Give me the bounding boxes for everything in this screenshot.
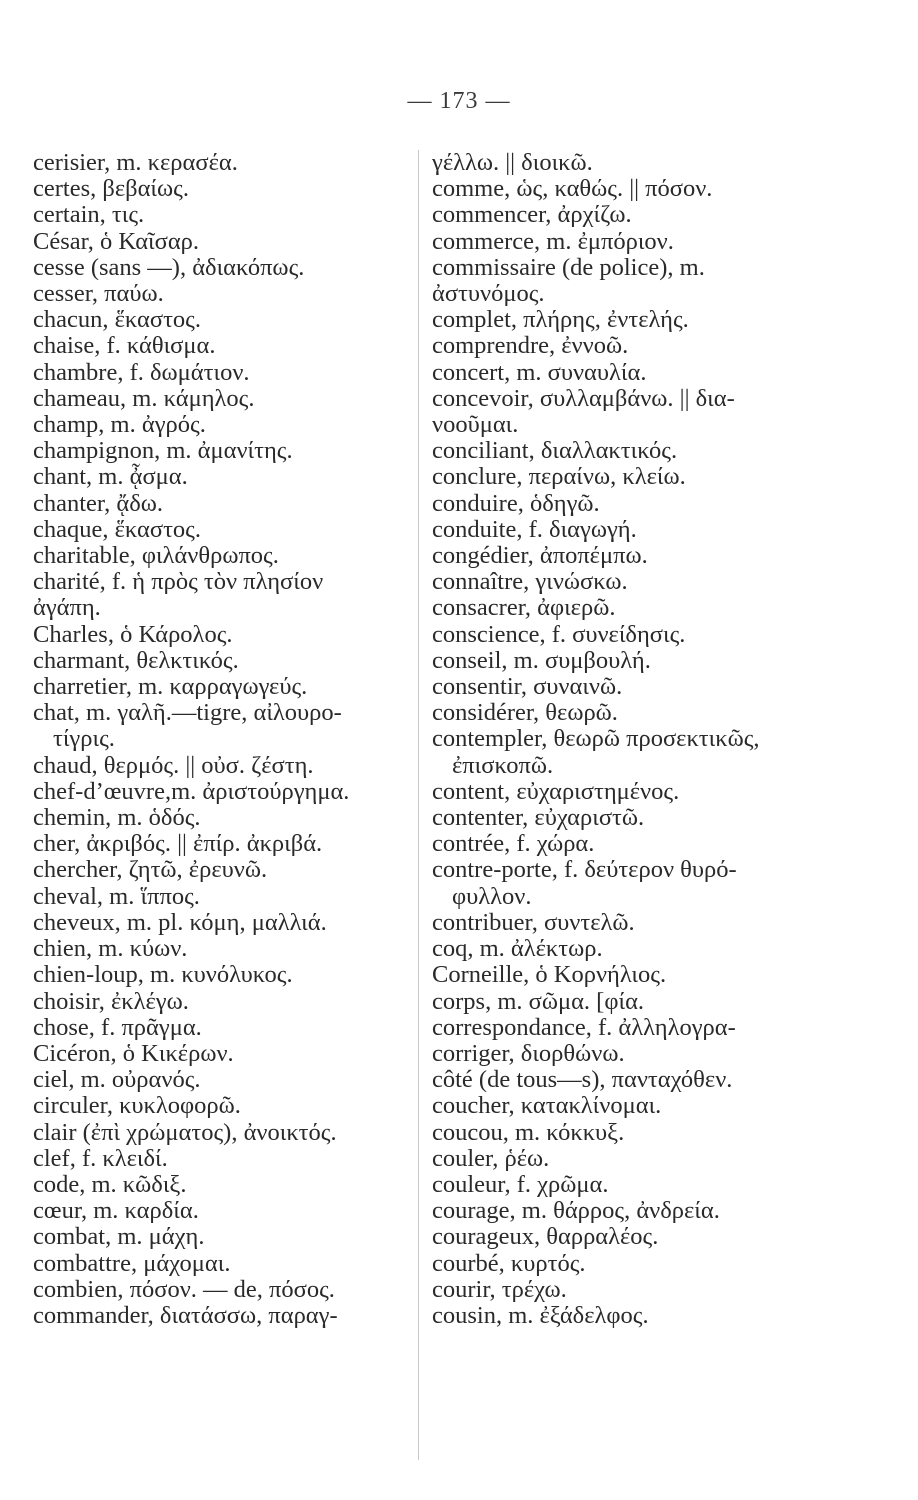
dictionary-entry: comme, ὡς, καθώς. || πόσον. <box>432 175 713 203</box>
dictionary-entry: contre-porte, f. δεύτερον θυρό- <box>432 856 737 884</box>
dictionary-entry: clair (ἐπὶ χρώματος), ἀνοικτός. <box>33 1118 337 1146</box>
dictionary-entry: chien, m. κύων. <box>33 935 188 963</box>
dictionary-entry: chaud, θερμός. || οὐσ. ζέστη. <box>33 751 314 779</box>
dictionary-entry: corps, m. σῶμα. [φία. <box>432 987 645 1015</box>
dictionary-entry: Corneille, ὁ Κορνήλιος. <box>432 961 667 989</box>
dictionary-entry: champignon, m. ἀμανίτης. <box>33 437 293 465</box>
dictionary-entry: combattre, μάχομαι. <box>33 1249 231 1277</box>
dictionary-entry: code, m. κῶδιξ. <box>33 1170 187 1198</box>
dictionary-entry: commencer, ἀρχίζω. <box>432 201 632 229</box>
dictionary-entry: content, εὐχαριστημένος. <box>432 777 680 805</box>
dictionary-entry: commissaire (de police), m. <box>432 253 705 281</box>
dictionary-column-left <box>33 150 408 1329</box>
dictionary-entry: Cicéron, ὁ Κικέρων. <box>33 1039 234 1067</box>
dictionary-entry: chant, m. ᾆσμα. <box>33 463 188 491</box>
dictionary-entry: certes, βεβαίως. <box>33 175 189 203</box>
dictionary-entry: coq, m. ἀλέκτωρ. <box>432 935 603 963</box>
dictionary-entry: conduire, ὁδηγῶ. <box>432 489 600 517</box>
dictionary-entry: cheval, m. ἵππος. <box>33 882 200 910</box>
dictionary-entry: circuler, κυκλοφορῶ. <box>33 1092 241 1120</box>
dictionary-entry: consentir, συναινῶ. <box>432 673 623 701</box>
dictionary-entry: César, ὁ Καῖσαρ. <box>33 227 200 255</box>
page-number: — 173 — <box>407 88 511 114</box>
dictionary-entry: comprendre, ἐννοῶ. <box>432 332 629 360</box>
dictionary-entry: clef, f. κλειδί. <box>33 1144 168 1172</box>
dictionary-entry: γέλλω. || διοικῶ. <box>432 149 593 176</box>
dictionary-entry: chambre, f. δωμάτιον. <box>33 358 250 386</box>
dictionary-entry: courageux, θαρραλέος. <box>432 1223 659 1251</box>
dictionary-entry: cousin, m. ἐξάδελφος. <box>432 1301 649 1329</box>
dictionary-entry: chameau, m. κάμηλος. <box>33 384 255 412</box>
dictionary-entry: contribuer, συντελῶ. <box>432 908 635 936</box>
dictionary-entry: contrée, f. χώρα. <box>432 830 595 858</box>
dictionary-entry: combat, m. μάχη. <box>33 1223 205 1251</box>
dictionary-entry: contempler, θεωρῶ προσεκτικῶς, <box>432 725 760 753</box>
dictionary-entry: Charles, ὁ Κάρολος. <box>33 620 233 648</box>
dictionary-entry: coucou, m. κόκκυξ. <box>432 1118 625 1146</box>
column-divider <box>418 150 419 1460</box>
dictionary-entry: complet, πλήρης, ἐντελής. <box>432 306 689 334</box>
dictionary-entry: commander, διατάσσω, παραγ- <box>33 1301 338 1329</box>
dictionary-entry: cher, ἀκριβός. || ἐπίρ. ἀκριβά. <box>33 830 323 858</box>
dictionary-entry: cerisier, m. κερασέα. <box>33 149 238 176</box>
dictionary-entry: conciliant, διαλλακτικός. <box>432 437 678 465</box>
dictionary-entry: chaque, ἕκαστος. <box>33 515 202 543</box>
dictionary-entry: coucher, κατακλίνομαι. <box>432 1092 662 1120</box>
dictionary-entry: considérer, θεωρῶ. <box>432 699 618 727</box>
dictionary-entry: chaise, f. κάθισμα. <box>33 332 216 360</box>
dictionary-entry: τίγρις. <box>53 725 115 753</box>
dictionary-entry: chef-d’œuvre,m. ἀριστούργημα. <box>33 777 350 805</box>
dictionary-entry: ἀστυνόμος. <box>432 280 545 308</box>
dictionary-entry: ἐπισκοπῶ. <box>452 751 554 779</box>
dictionary-entry: connaître, γινώσκω. <box>432 568 628 596</box>
dictionary-entry: ἀγάπη. <box>33 594 101 622</box>
dictionary-entry: conscience, f. συνείδησις. <box>432 620 686 648</box>
dictionary-entry: charmant, θελκτικός. <box>33 646 239 674</box>
dictionary-entry: chat, m. γαλῆ.—tigre, αἰλουρο- <box>33 699 342 727</box>
dictionary-entry: conseil, m. συμβουλή. <box>432 646 651 674</box>
dictionary-entry: concevoir, συλλαμβάνω. || δια- <box>432 384 735 412</box>
dictionary-entry: charretier, m. καρραγωγεύς. <box>33 673 308 701</box>
dictionary-entry: chanter, ᾄδω. <box>33 489 163 517</box>
dictionary-entry: chacun, ἕκαστος. <box>33 306 202 334</box>
dictionary-entry: νοοῦμαι. <box>432 411 519 439</box>
dictionary-entry: corriger, διορθώνω. <box>432 1039 625 1067</box>
dictionary-entry: cesse (sans —), ἀδιακόπως. <box>33 253 305 281</box>
dictionary-entry: certain, τις. <box>33 201 145 229</box>
dictionary-entry: conclure, περαίνω, κλείω. <box>432 463 686 491</box>
dictionary-entry: chose, f. πρᾶγμα. <box>33 1013 202 1041</box>
dictionary-entry: courage, m. θάρρος, ἀνδρεία. <box>432 1197 720 1225</box>
dictionary-entry: cesser, παύω. <box>33 280 164 308</box>
dictionary-entry: couleur, f. χρῶμα. <box>432 1170 609 1198</box>
dictionary-entry: cheveux, m. pl. κόμη, μαλλιά. <box>33 908 327 936</box>
dictionary-entry: congédier, ἀποπέμπω. <box>432 542 648 570</box>
dictionary-entry: charitable, φιλάνθρωπος. <box>33 542 279 570</box>
dictionary-entry: côté (de tous—s), πανταχόθεν. <box>432 1066 733 1094</box>
dictionary-entry: ciel, m. οὐρανός. <box>33 1066 201 1094</box>
dictionary-column-right <box>432 150 812 1329</box>
dictionary-entry: combien, πόσον. — de, πόσος. <box>33 1275 335 1303</box>
dictionary-entry: correspondance, f. ἀλληλογρα- <box>432 1013 736 1041</box>
dictionary-entry: couler, ῥέω. <box>432 1144 550 1172</box>
dictionary-entry: choisir, ἐκλέγω. <box>33 987 189 1015</box>
dictionary-entry: concert, m. συναυλία. <box>432 358 647 386</box>
dictionary-entry: chercher, ζητῶ, ἐρευνῶ. <box>33 856 268 884</box>
dictionary-entry: commerce, m. ἐμπόριον. <box>432 227 674 255</box>
dictionary-entry: contenter, εὐχαριστῶ. <box>432 804 645 832</box>
dictionary-entry: champ, m. ἀγρός. <box>33 411 206 439</box>
dictionary-entry: consacrer, ἀφιερῶ. <box>432 594 616 622</box>
dictionary-entry: courir, τρέχω. <box>432 1275 567 1303</box>
dictionary-entry: chemin, m. ὁδός. <box>33 804 201 832</box>
dictionary-entry: charité, f. ἡ πρὸς τὸν πλησίον <box>33 568 324 596</box>
dictionary-entry: conduite, f. διαγωγή. <box>432 515 637 543</box>
dictionary-entry: courbé, κυρτός. <box>432 1249 586 1277</box>
dictionary-entry: cœur, m. καρδία. <box>33 1197 199 1225</box>
dictionary-entry: φυλλον. <box>452 882 532 910</box>
dictionary-entry: chien-loup, m. κυνόλυκος. <box>33 961 293 989</box>
